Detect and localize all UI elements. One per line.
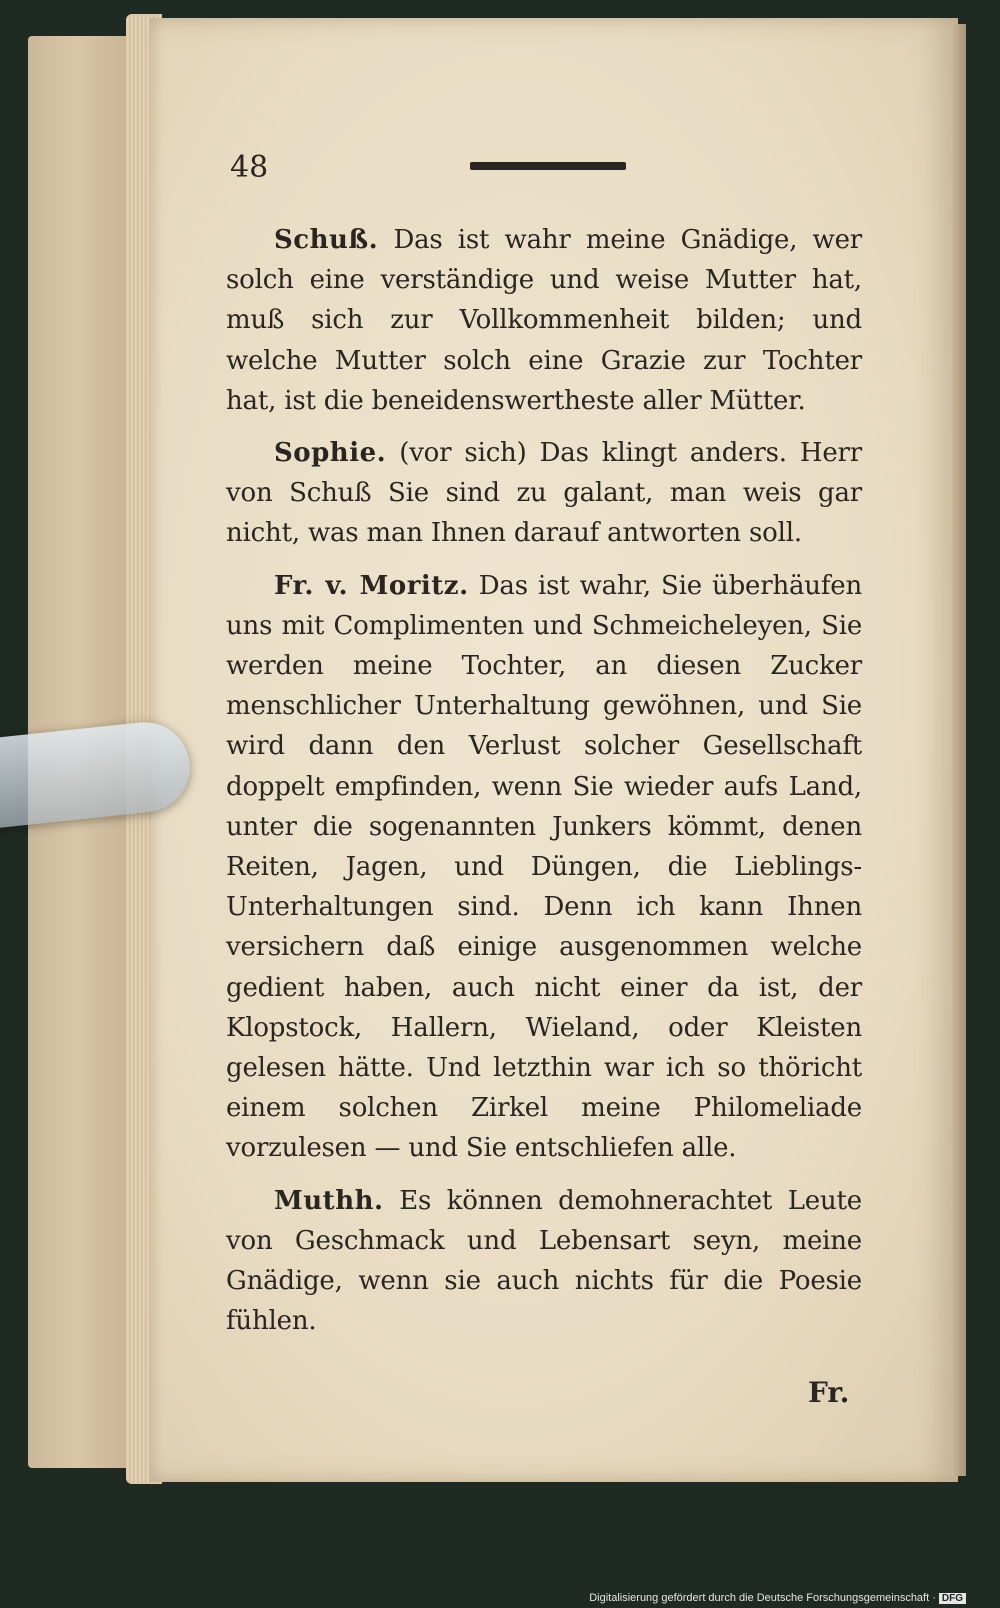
header-rule [470, 162, 626, 170]
page-number: 48 [230, 150, 269, 185]
speaker-name: Fr. v. Moritz. [274, 570, 469, 601]
dfg-logo: DFG [939, 1593, 966, 1604]
catchword: Fr. [808, 1376, 850, 1409]
dialogue-paragraph [226, 566, 862, 1169]
dialogue-paragraph [226, 220, 862, 421]
page-body [226, 220, 862, 1353]
dialogue-text: (vor sich) Das klingt anders. Herr von Schuß Sie sind zu galant, man weis gar nicht, was man Ihnen darauf antworten soll. [226, 438, 862, 549]
page-fore-edge [952, 24, 966, 1476]
dialogue-paragraph [226, 1181, 862, 1342]
speaker-name: Schuß. [274, 225, 379, 255]
digitization-credit [589, 1592, 966, 1604]
dialogue-text: Das ist wahr meine Gnädige, wer solch eine verständige und weise Mutter hat, muß sich zur Vollkommenheit bilden; und welche Mutter solch eine Grazie zur Tochter hat, ist die beneidenswertheste aller Mütter. [226, 225, 862, 416]
dialogue-paragraph [226, 433, 862, 554]
speaker-name: Muthh. [274, 1185, 384, 1216]
page-header [226, 150, 862, 190]
credit-text: Digitalisierung gefördert durch die Deutsche Forschungsgemeinschaft · [589, 1592, 936, 1604]
speaker-name: Sophie. [274, 438, 387, 469]
dialogue-text: Es können demohnerachtet Leute von Geschmack und Lebensart seyn, meine Gnädige, wenn sie auch nichts für die Poesie fühlen. [226, 1185, 862, 1337]
dialogue-text: Das ist wahr, Sie überhäufen uns mit Complimenten und Schmeicheleyen, Sie werden meine Tochter, an diesen Zucker menschlicher Unterhaltung gewöhnen, und Sie wird dann den Verlust solcher Gesellschaft doppelt empfinden, wenn Sie wieder aufs Land, unter die sogenannten Junkers kömmt, denen Reiten, Jagen, und Düngen, die Lieblings-Unterhaltungen sind. Denn ich kann Ihnen versichern daß einige ausgenommen welche gedient haben, auch nicht einer da ist, der Klopstock, Hallern, Wieland, oder Kleisten gelesen hätte. Und letzthin war ich so thöricht einem solchen Zirkel meine Philomeliade vorzulesen — und Sie entschliefen alle. [226, 570, 862, 1164]
